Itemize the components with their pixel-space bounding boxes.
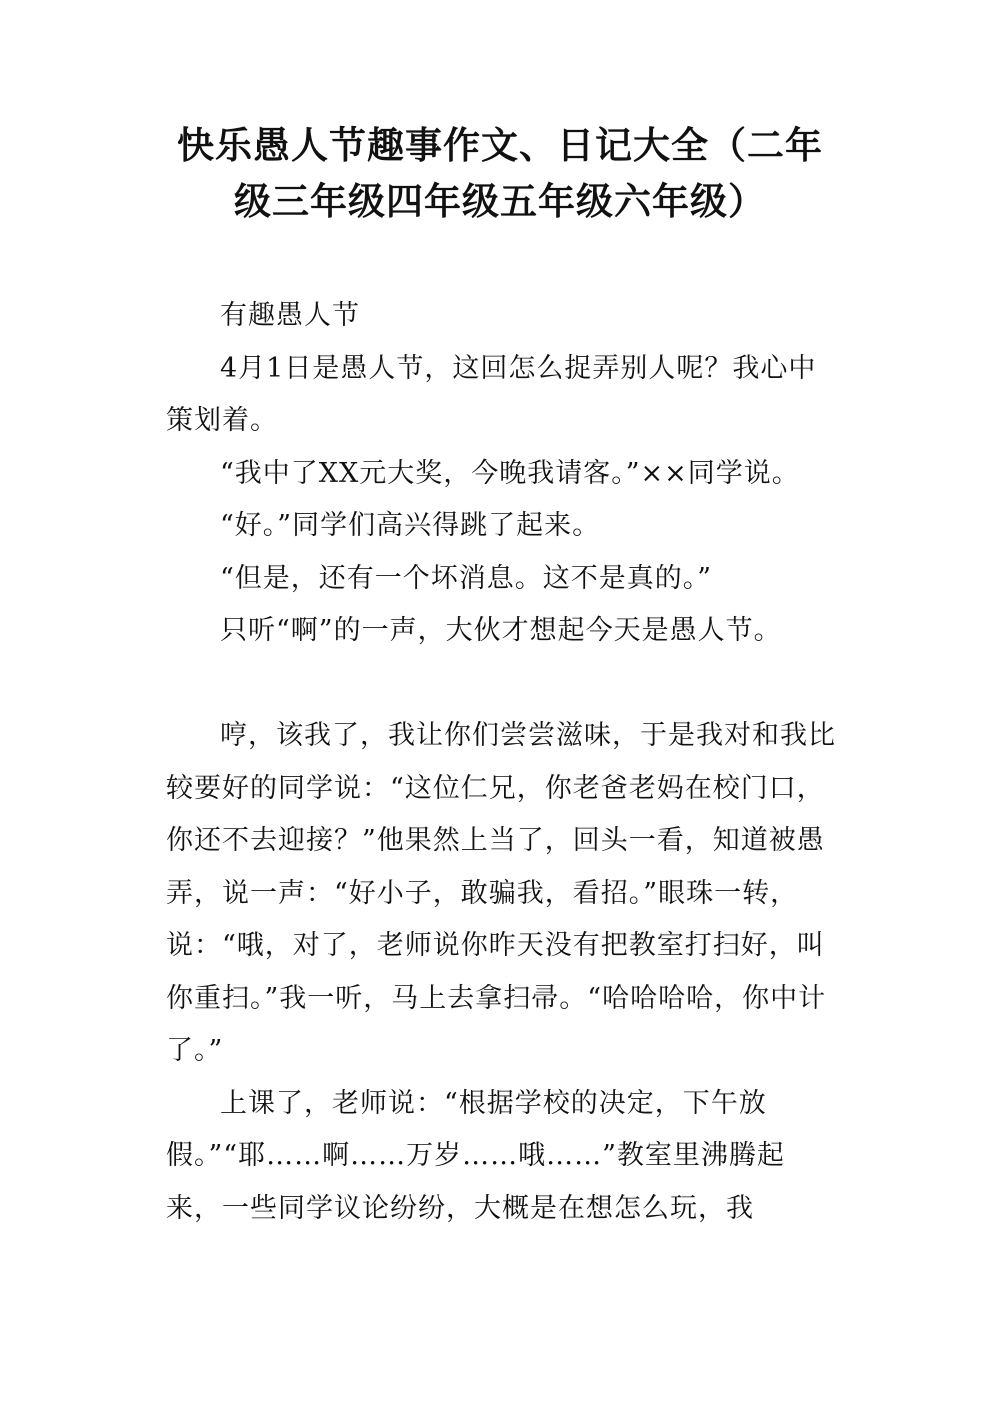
blank-line <box>166 658 836 711</box>
paragraph: 只听“啊”的一声，大伙才想起今天是愚人节。 <box>220 615 782 646</box>
paragraph: “我中了XX元大奖，今晚我请客。”××同学说。 <box>220 457 800 489</box>
paragraph: “好。”同学们高兴得跳了起来。 <box>220 510 601 541</box>
document-body <box>166 290 836 1235</box>
document-title: 快乐愚人节趣事作文、日记大全（二年级三年级四年级五年级六年级） <box>177 124 823 223</box>
paragraph: 哼，该我了，我让你们尝尝滋味，于是我对和我比较要好的同学说：“这位仁兄，你老爸老妈在校门口，你还不去迎接？”他果然上当了，回头一看，知道被愚弄，说一声：“好小子，敢骗我，看招。”眼珠一转，说：“哦，对了，老师说你昨天没有把教室打扫好，叫你重扫。”我一听，马上去拿扫帚。“哈哈哈哈，你中计了。” <box>166 720 836 1066</box>
paragraph: 上课了，老师说：“根据学校的决定，下午放假。”“耶……啊……万岁……哦……”教室里沸腾起来，一些同学议论纷纷，大概是在想怎么玩，我 <box>166 1087 785 1224</box>
paragraph: 4月1日是愚人节，这回怎么捉弄别人呢？我心中策划着。 <box>166 352 817 436</box>
paragraph: “但是，还有一个坏消息。这不是真的。” <box>220 562 713 594</box>
section-heading: 有趣愚人节 <box>220 300 360 331</box>
